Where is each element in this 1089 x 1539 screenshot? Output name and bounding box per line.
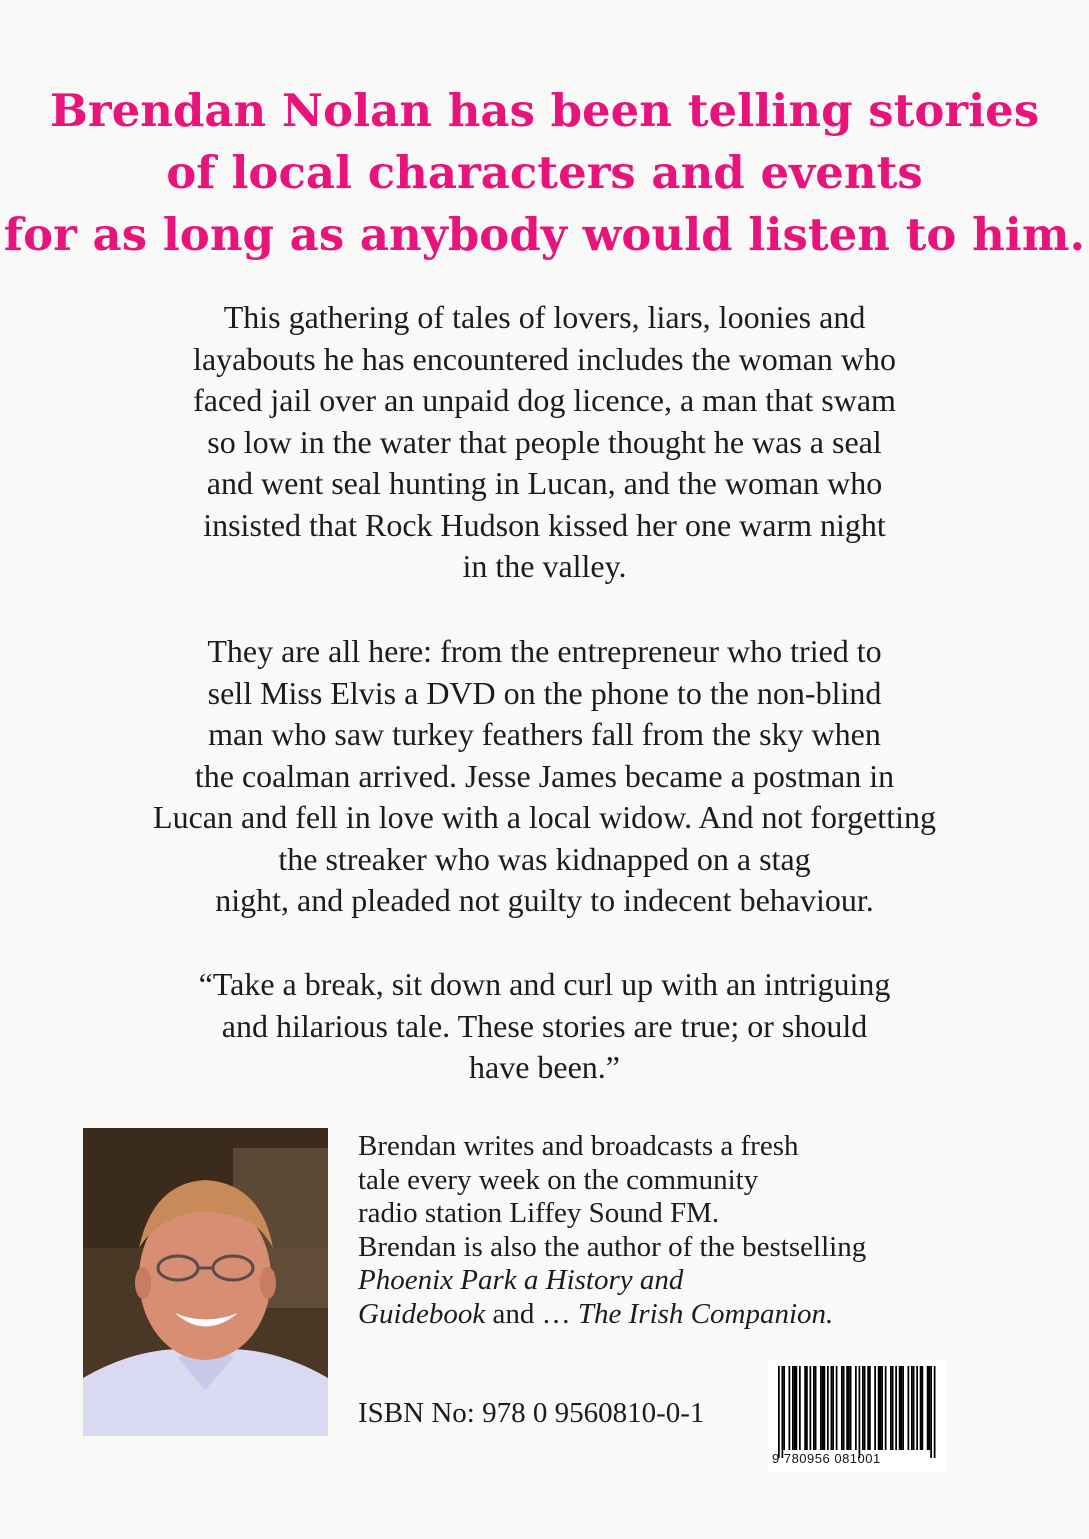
- barcode-bar: [911, 1366, 913, 1450]
- text-line: sell Miss Elvis a DVD on the phone to the non-blind: [207, 674, 882, 711]
- bio-line: tale every week on the community: [358, 1163, 759, 1196]
- text-line: night, and pleaded not guilty to indecent behaviour.: [215, 882, 874, 918]
- book-title: The Irish Companion.: [577, 1297, 834, 1330]
- barcode-bar: [895, 1366, 897, 1450]
- barcode-bar: [899, 1366, 901, 1450]
- text-line: the streaker who was kidnapped on a stag: [278, 840, 811, 877]
- barcode-bar: [832, 1366, 834, 1450]
- barcode-bar: [916, 1366, 918, 1450]
- barcode-bar: [892, 1366, 894, 1450]
- headline: [0, 80, 1089, 266]
- blurb-paragraph-2: [40, 631, 1049, 922]
- barcode-bar: [885, 1366, 887, 1450]
- text-line: and went seal hunting in Lucan, and the woman who: [206, 465, 883, 501]
- barcode-bar: [799, 1366, 801, 1450]
- barcode-bar: [859, 1366, 861, 1458]
- text-line: in the valley.: [462, 548, 627, 584]
- barcode-bar: [930, 1366, 932, 1458]
- barcode-bar: [792, 1366, 794, 1450]
- barcode-bar: [913, 1366, 915, 1450]
- barcode-digits: 9 780956 081001: [772, 1451, 881, 1466]
- barcode-bar: [867, 1366, 869, 1450]
- barcode-bar: [890, 1366, 892, 1450]
- barcode-bar: [934, 1366, 936, 1458]
- barcode-bar: [862, 1366, 864, 1450]
- barcode-bar: [778, 1366, 780, 1458]
- barcode-bar: [864, 1366, 866, 1450]
- barcode-bar: [843, 1366, 845, 1450]
- barcode-bar: [782, 1366, 784, 1458]
- text-line: insisted that Rock Hudson kissed her one warm night: [203, 506, 886, 543]
- book-title: Phoenix Park a History and: [358, 1264, 684, 1296]
- bio-line: Brendan is also the author of the bestselling: [358, 1230, 867, 1263]
- author-photo: [83, 1128, 328, 1436]
- headline-line: Brendan Nolan has been telling stories: [49, 84, 1040, 137]
- barcode-bar: [901, 1366, 903, 1450]
- barcode-bar: [789, 1366, 791, 1450]
- bio-line: radio station Liffey Sound FM.: [358, 1197, 720, 1229]
- bio-line: Brendan writes and broadcasts a fresh: [358, 1130, 799, 1162]
- bio-line: [358, 1264, 978, 1298]
- text-line: have been.”: [468, 1049, 620, 1085]
- text-line: They are all here: from the entrepreneur who tried to: [207, 633, 882, 669]
- book-title: Guidebook: [358, 1297, 486, 1330]
- barcode-bar: [806, 1366, 808, 1450]
- barcode-bar: [822, 1366, 824, 1450]
- barcode-bar: [820, 1366, 822, 1450]
- barcode-bar: [869, 1366, 871, 1450]
- text-line: so low in the water that people thought he was a seal: [207, 423, 882, 460]
- barcode-bar: [881, 1366, 883, 1450]
- barcode-bar: [908, 1366, 910, 1450]
- isbn-number: ISBN No: 978 0 9560810-0-1: [358, 1397, 705, 1429]
- barcode-bar: [794, 1366, 796, 1450]
- barcode-bar: [902, 1366, 904, 1450]
- text-line: layabouts he has encountered includes the woman who: [193, 340, 896, 377]
- barcode-bar: [929, 1366, 931, 1450]
- text-line: faced jail over an unpaid dog licence, a man that swam: [193, 382, 896, 418]
- barcode-bar: [783, 1366, 785, 1450]
- blurb-paragraph-1: [40, 297, 1049, 588]
- text-line: and hilarious tale. These stories are true; or should: [221, 1007, 868, 1044]
- barcode-bar: [878, 1366, 880, 1450]
- barcode-bar: [813, 1366, 815, 1450]
- barcode-bar: [922, 1366, 924, 1450]
- barcode-bar: [880, 1366, 882, 1450]
- text-line: “Take a break, sit down and curl up with an intriguing: [198, 966, 891, 1002]
- headline-line: for as long as anybody would listen to him.: [3, 208, 1086, 261]
- barcode-bar: [920, 1366, 922, 1450]
- barcode-bar: [846, 1366, 848, 1450]
- author-bio: [358, 1130, 978, 1331]
- barcode-bar: [855, 1366, 857, 1450]
- author-portrait-image: [83, 1128, 328, 1436]
- barcode-bar: [815, 1366, 817, 1450]
- text-line: This gathering of tales of lovers, liars, loonies and: [223, 299, 866, 335]
- barcode-bar: [836, 1366, 838, 1450]
- barcode-bar: [824, 1366, 826, 1450]
- barcode-bar: [841, 1366, 843, 1450]
- barcode-bar: [831, 1366, 833, 1450]
- headline-line: of local characters and events: [166, 146, 923, 199]
- bio-line: [358, 1298, 978, 1332]
- blurb-quote: [40, 964, 1049, 1089]
- barcode-bar: [804, 1366, 806, 1450]
- barcode-bar: [810, 1366, 812, 1450]
- barcode-bar: [850, 1366, 852, 1450]
- barcode-bar: [796, 1366, 798, 1450]
- text-line: the coalman arrived. Jesse James became a postman in: [194, 757, 895, 794]
- text-line: man who saw turkey feathers fall from the sky when: [208, 716, 881, 752]
- barcode-bar: [827, 1366, 829, 1450]
- barcode-bar: [927, 1366, 929, 1450]
- text-line: Lucan and fell in love with a local widow. And not forgetting: [153, 799, 936, 835]
- barcode-bar: [874, 1366, 876, 1450]
- barcode-bar: [848, 1366, 850, 1450]
- bio-connector: and …: [485, 1297, 578, 1330]
